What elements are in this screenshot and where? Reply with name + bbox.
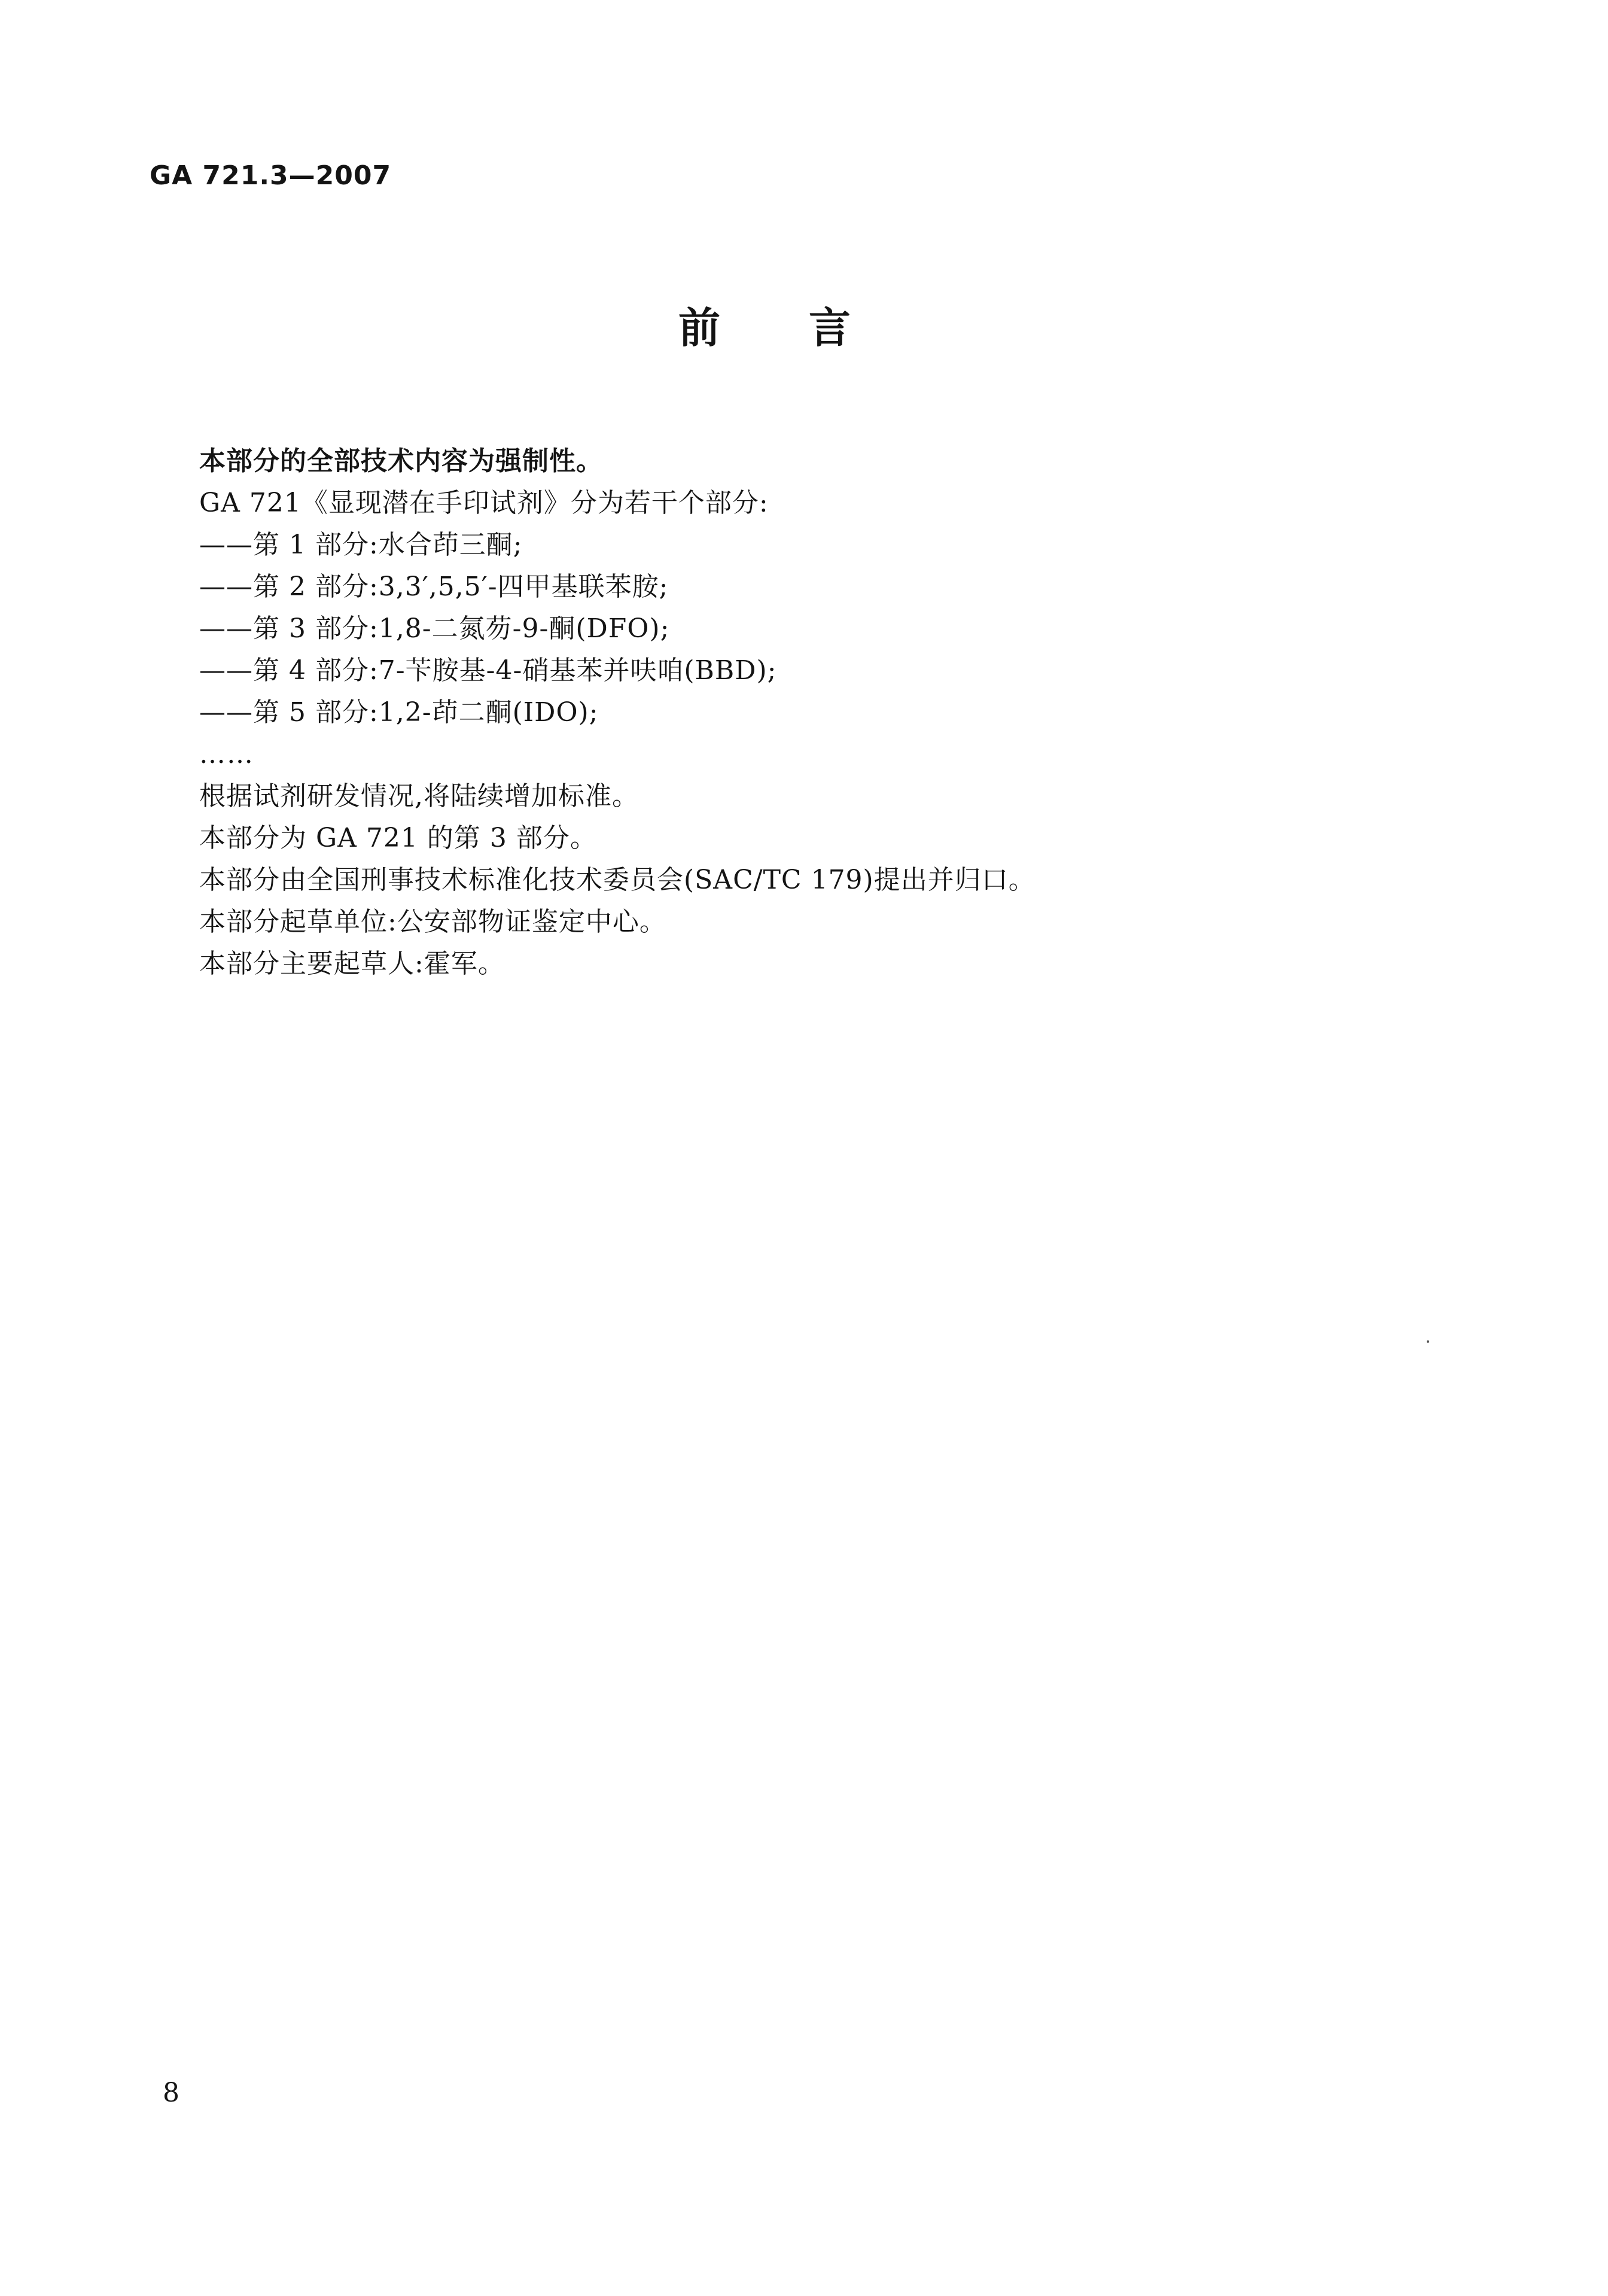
part-4-item: ——第 4 部分:7-苄胺基-4-硝基苯并呋咱(BBD); (199, 655, 777, 686)
main-drafter: 本部分主要起草人:霍军。 (199, 948, 505, 979)
ellipsis: …… (199, 739, 254, 770)
mandatory-statement: 本部分的全部技术内容为强制性。 (199, 446, 603, 476)
part-5-item: ——第 5 部分:1,2-茚二酮(IDO); (199, 697, 599, 728)
parts-intro: GA 721《显现潜在手印试剂》分为若干个部分: (199, 488, 769, 518)
part-2-item: ——第 2 部分:3,3′,5,5′-四甲基联苯胺; (199, 571, 669, 602)
future-standards-note: 根据试剂研发情况,将陆续增加标准。 (199, 781, 639, 811)
standard-code: GA 721.3—2007 (150, 160, 392, 191)
drafting-unit: 本部分起草单位:公安部物证鉴定中心。 (199, 907, 666, 937)
part-1-item: ——第 1 部分:水合茚三酮; (199, 530, 523, 560)
part-3-item: ——第 3 部分:1,8-二氮芴-9-酮(DFO); (199, 613, 670, 644)
proposing-committee: 本部分由全国刑事技术标准化技术委员会(SAC/TC 179)提出并归口。 (199, 865, 1036, 895)
foreword-body (199, 440, 1455, 985)
part-designation: 本部分为 GA 721 的第 3 部分。 (199, 823, 597, 853)
page-title: 前言 (678, 303, 939, 352)
scan-speck (1427, 1340, 1429, 1343)
page-number: 8 (163, 2078, 179, 2108)
